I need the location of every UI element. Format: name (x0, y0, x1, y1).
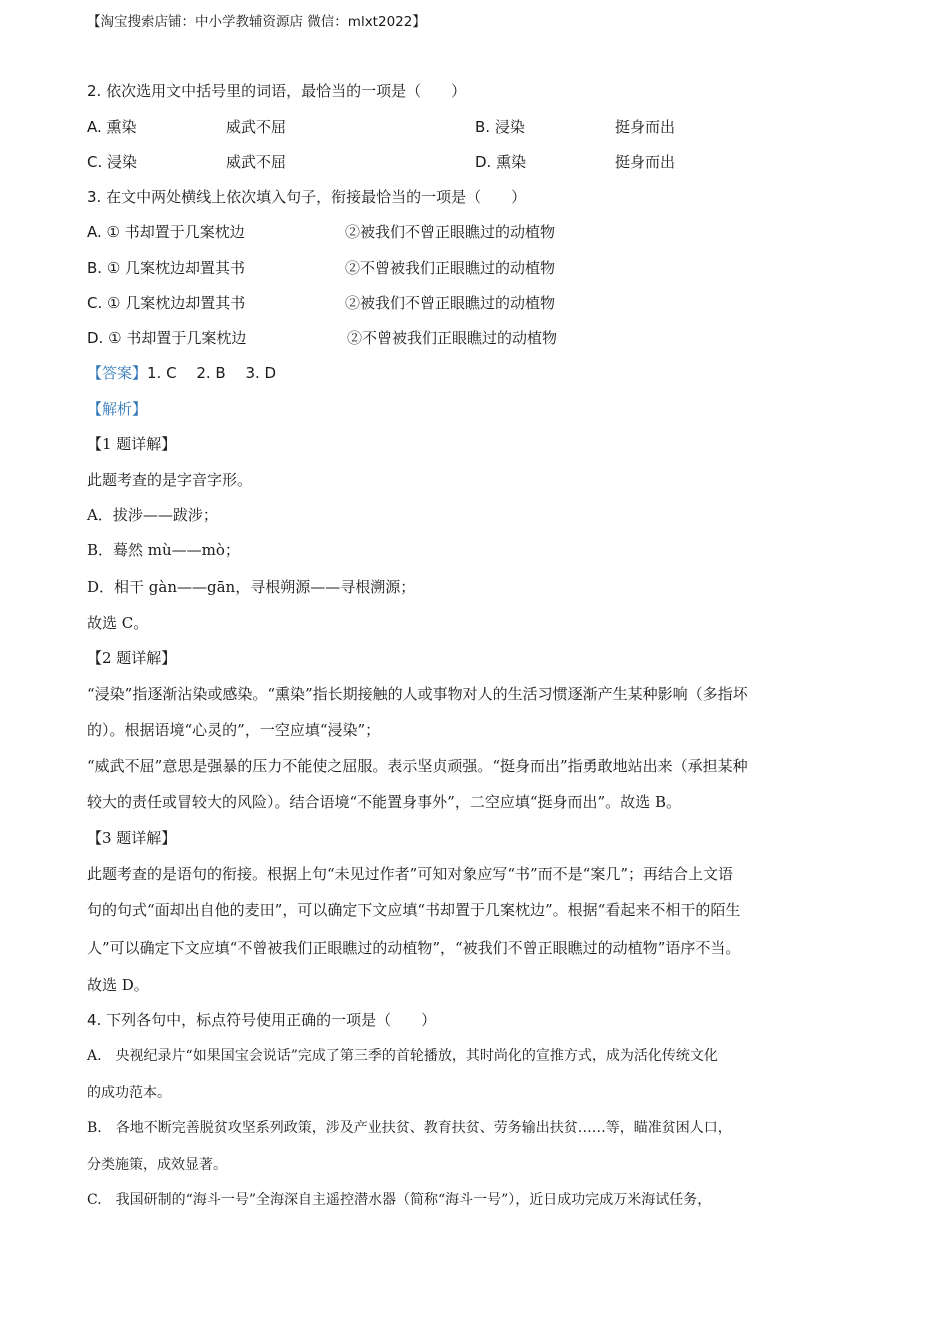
option-sentence-1: ① 几案枕边却置其书 (106, 259, 246, 277)
question-stem: 依次选用文中括号里的词语，最恰当的一项是（ ） (106, 82, 467, 100)
answer-tag: 【答案】 (87, 364, 148, 382)
option-label: D. (87, 329, 104, 347)
option-sentence-1: ① 书却置于几案枕边 (106, 223, 245, 241)
option-label: C. (87, 153, 103, 171)
option-sentence-2: ②不曾被我们正眼瞧过的动植物 (345, 259, 556, 277)
question-4 (87, 1010, 436, 1030)
q3-option-d[interactable] (87, 328, 558, 348)
option-sentence-2: ②被我们不曾正眼瞧过的动植物 (345, 294, 556, 312)
option-word-2: 威武不屈 (226, 153, 287, 171)
q3-option-c[interactable] (87, 293, 556, 313)
detail-2-line: “威武不屈”意思是强暴的压力不能使之屈服。表示坚贞顽强。“挺身而出”指勇敢地站出来（承担某种 (87, 757, 748, 775)
q4-option-b-line: 分类施策，成效显著。 (87, 1157, 227, 1173)
detail-1-line: D．相干 gàn——gān，寻根朔源——寻根溯源； (87, 578, 416, 596)
detail-1-title: 【1 题详解】 (87, 435, 177, 453)
q4-option-b-line[interactable]: B. 各地不断完善脱贫攻坚系列政策，涉及产业扶贫、教育扶贫、劳务输出扶贫……等，瞄准贫困人口， (87, 1120, 732, 1136)
option-word-1: 浸染 (107, 153, 138, 171)
option-word-2: 威武不屈 (226, 118, 287, 136)
option-sentence-1: ① 几案枕边却置其书 (107, 294, 246, 312)
detail-2-title: 【2 题详解】 (87, 649, 177, 667)
detail-3-line: 故选 D。 (87, 976, 149, 994)
option-sentence-1: ① 书却置于几案枕边 (108, 329, 247, 347)
question-stem: 下列各句中，标点符号使用正确的一项是（ ） (106, 1011, 437, 1029)
option-label: A. (87, 118, 102, 136)
option-label: C. (87, 294, 103, 312)
question-number: 2. (87, 82, 102, 100)
detail-3-title: 【3 题详解】 (87, 829, 177, 847)
detail-3-line: 句的句式“面却出自他的麦田”，可以确定下文应填“书却置于几案枕边”。根据“看起来不相干的陌生 (87, 901, 741, 919)
detail-1-line: A．拔涉——跋涉； (87, 506, 218, 524)
q3-option-b[interactable] (87, 258, 556, 278)
page-header: 【淘宝搜索店铺：中小学教辅资源店 微信：mlxt2022】 (87, 14, 426, 30)
question-stem: 在文中两处横线上依次填入句子，衔接最恰当的一项是（ ） (106, 188, 527, 206)
question-3 (87, 187, 526, 207)
analysis-tag: 【解析】 (87, 400, 148, 418)
option-label: B. (475, 118, 491, 136)
detail-3-line: 此题考查的是语句的衔接。根据上句“未见过作者”可知对象应写“书”而不是“案几”；再结合上文语 (87, 865, 734, 883)
option-sentence-2: ②被我们不曾正眼瞧过的动植物 (345, 223, 556, 241)
q4-option-a-line: 的成功范本。 (87, 1085, 171, 1101)
question-number: 3. (87, 188, 102, 206)
q2-option-c[interactable] (87, 152, 287, 172)
question-2 (87, 81, 466, 101)
detail-2-line: 的）。根据语境“心灵的”，一空应填“浸染”； (87, 721, 381, 739)
q4-option-a-line[interactable]: A. 央视纪录片“如果国宝会说话”完成了第三季的首轮播放，其时尚化的宣推方式，成为活化传统文化 (87, 1048, 718, 1064)
detail-2-line: “浸染”指逐渐沾染或感染。“熏染”指长期接触的人或事物对人的生活习惯逐渐产生某种影响（多指坏 (87, 685, 748, 703)
option-sentence-2: ②不曾被我们正眼瞧过的动植物 (347, 329, 558, 347)
option-label: A. (87, 223, 102, 241)
option-word-2: 挺身而出 (615, 153, 676, 171)
detail-3-line: 人”可以确定下文应填“不曾被我们正眼瞧过的动植物”，“被我们不曾正眼瞧过的动植物”语序不当。 (87, 939, 741, 957)
option-word-1: 熏染 (496, 153, 527, 171)
q2-option-b[interactable] (475, 117, 676, 137)
q3-option-a[interactable] (87, 222, 556, 242)
question-number: 4. (87, 1011, 102, 1029)
option-word-1: 浸染 (494, 118, 525, 136)
option-word-1: 熏染 (106, 118, 137, 136)
detail-2-line: 较大的责任或冒较大的风险）。结合语境“不能置身事外”，二空应填“挺身而出”。故选 B。 (87, 793, 681, 811)
q2-option-d[interactable] (475, 152, 676, 172)
option-label: D. (475, 153, 492, 171)
q4-option-c-line[interactable]: C. 我国研制的“海斗一号”全海深自主遥控潜水器（简称“海斗一号”），近日成功完成万米海试任务， (87, 1192, 712, 1208)
option-label: B. (87, 259, 103, 277)
answer-text: 1. C 2. B 3. D (147, 364, 277, 382)
detail-1-line: 故选 C。 (87, 614, 149, 632)
detail-1-line: B．蓦然 mù——mò； (87, 541, 240, 559)
detail-1-line: 此题考查的是字音字形。 (87, 471, 253, 489)
answer-line (87, 363, 276, 383)
option-word-2: 挺身而出 (615, 118, 676, 136)
